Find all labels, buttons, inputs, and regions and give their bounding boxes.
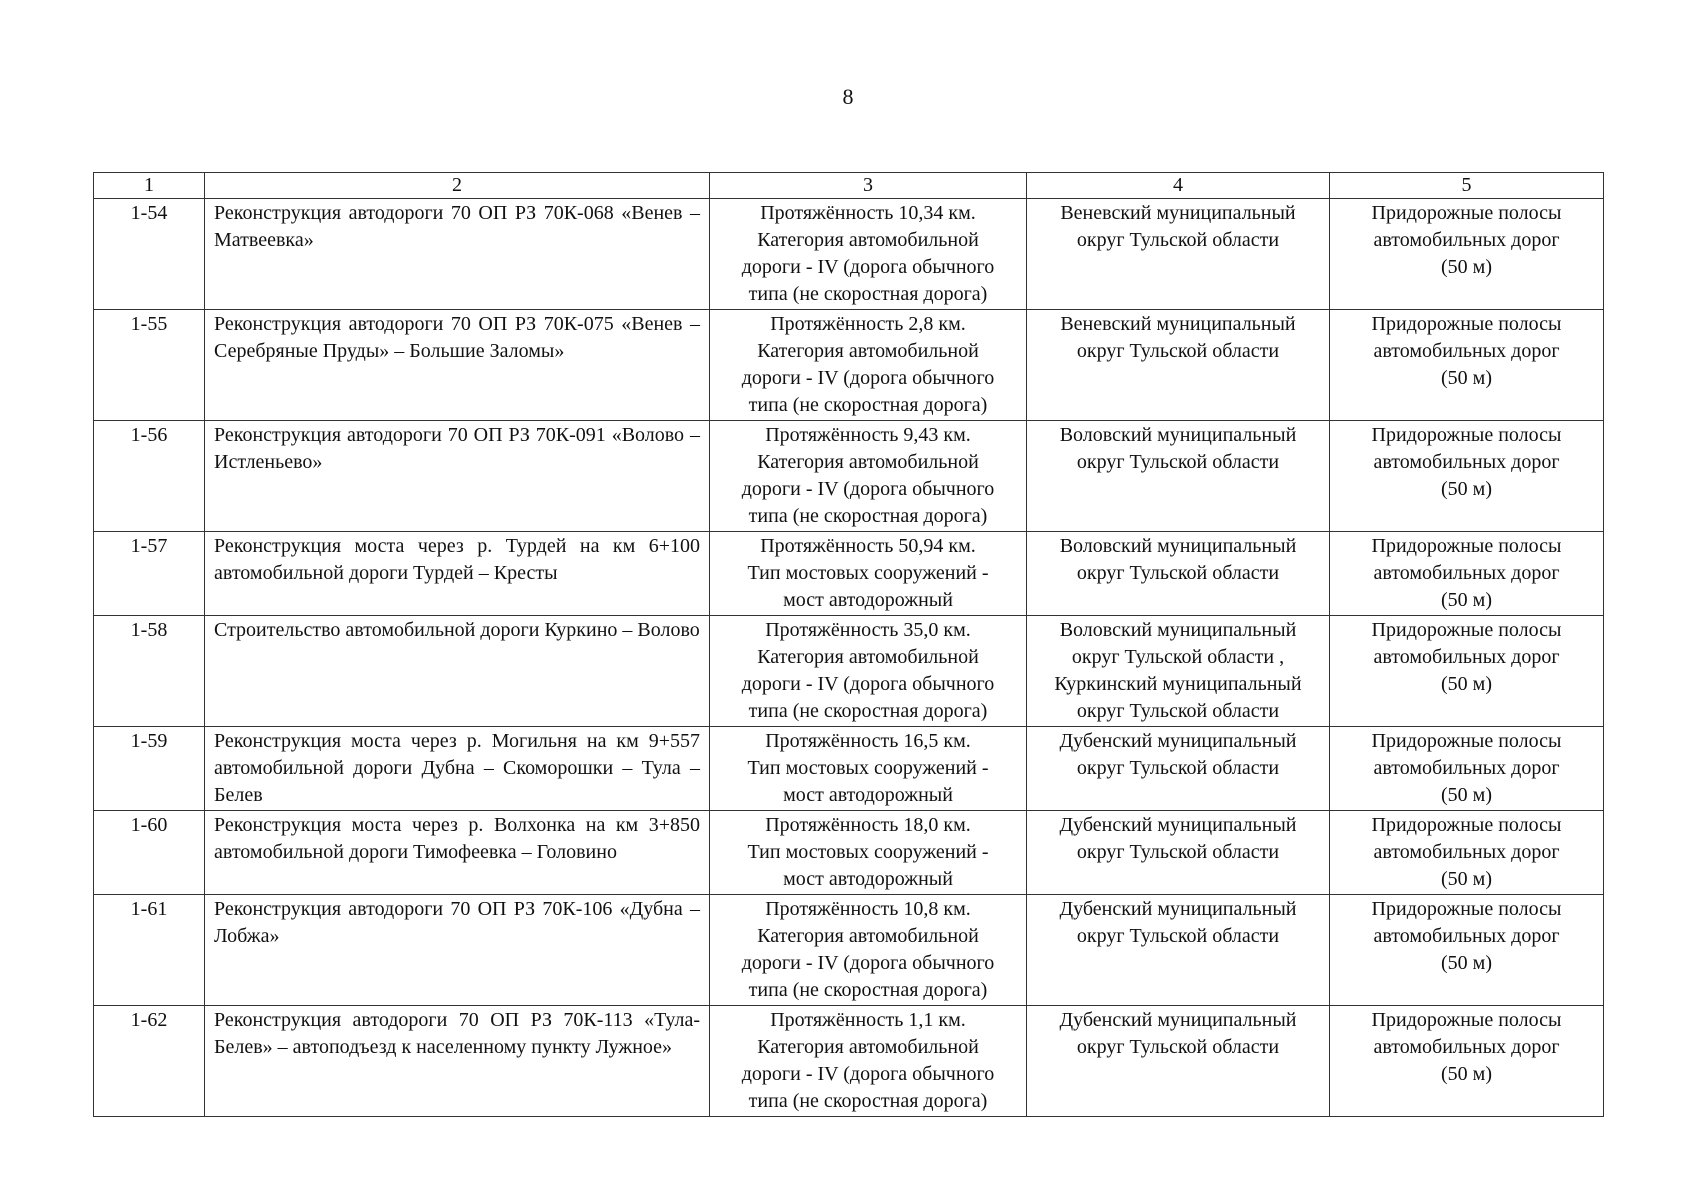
object-zone xyxy=(1330,616,1604,727)
parameter-line: типа (не скоростная дорога) xyxy=(748,283,988,305)
parameter-line: типа (не скоростная дорога) xyxy=(748,700,988,722)
zone-line: (50 м) xyxy=(1441,1063,1492,1085)
object-zone xyxy=(1330,532,1604,616)
parameter-line: Протяжённость 18,0 км. xyxy=(765,814,971,836)
zone-line: (50 м) xyxy=(1441,256,1492,278)
location-line: Воловский муниципальный xyxy=(1059,424,1297,446)
location-line: Воловский муниципальный xyxy=(1059,619,1297,641)
parameter-line: Категория автомобильной xyxy=(757,340,979,362)
parameter-line: Категория автомобильной xyxy=(757,646,979,668)
location-line: Веневский муниципальный xyxy=(1060,202,1296,224)
object-location xyxy=(1027,1006,1330,1117)
table-row xyxy=(94,616,1604,727)
parameter-line: Категория автомобильной xyxy=(757,1036,979,1058)
zone-line: (50 м) xyxy=(1441,367,1492,389)
parameter-line: Категория автомобильной xyxy=(757,925,979,947)
parameter-line: Тип мостовых сооружений - xyxy=(747,841,989,863)
parameter-line: типа (не скоростная дорога) xyxy=(748,979,988,1001)
location-line: Веневский муниципальный xyxy=(1060,313,1296,335)
row-number: 1-61 xyxy=(94,895,205,1006)
zone-line: автомобильных дорог xyxy=(1373,757,1560,779)
zone-line: Придорожные полосы xyxy=(1371,1009,1562,1031)
parameter-line: Протяжённость 10,34 км. xyxy=(760,202,976,224)
parameter-line: мост автодорожный xyxy=(783,784,953,806)
parameter-line: типа (не скоростная дорога) xyxy=(748,394,988,416)
object-name: Реконструкция автодороги 70 ОП РЗ 70К-075 «Венев – Серебряные Пруды» – Большие Заломы» xyxy=(205,310,710,421)
zone-line: автомобильных дорог xyxy=(1373,646,1560,668)
parameter-line: Категория автомобильной xyxy=(757,451,979,473)
row-number: 1-56 xyxy=(94,421,205,532)
object-name: Реконструкция моста через р. Турдей на км 6+100 автомобильной дороги Турдей – Кресты xyxy=(205,532,710,616)
object-location xyxy=(1027,421,1330,532)
location-line: Воловский муниципальный xyxy=(1059,535,1297,557)
parameter-line: дороги - IV (дорога обычного xyxy=(741,367,995,389)
object-parameters xyxy=(710,895,1027,1006)
location-line: округ Тульской области xyxy=(1076,229,1280,251)
object-zone xyxy=(1330,310,1604,421)
object-zone xyxy=(1330,421,1604,532)
object-location xyxy=(1027,895,1330,1006)
parameter-line: дороги - IV (дорога обычного xyxy=(741,1063,995,1085)
page-number: 8 xyxy=(842,84,854,109)
column-header-4: 4 xyxy=(1027,173,1330,199)
location-line: округ Тульской области xyxy=(1076,700,1280,722)
zone-line: Придорожные полосы xyxy=(1371,313,1562,335)
parameter-line: Протяжённость 16,5 км. xyxy=(765,730,971,752)
object-parameters xyxy=(710,310,1027,421)
object-location xyxy=(1027,532,1330,616)
location-line: округ Тульской области xyxy=(1076,451,1280,473)
row-number: 1-58 xyxy=(94,616,205,727)
zone-line: автомобильных дорог xyxy=(1373,229,1560,251)
zone-line: (50 м) xyxy=(1441,589,1492,611)
location-line: округ Тульской области xyxy=(1076,841,1280,863)
parameter-line: Протяжённость 10,8 км. xyxy=(765,898,971,920)
table-row xyxy=(94,421,1604,532)
table-row xyxy=(94,727,1604,811)
zone-line: Придорожные полосы xyxy=(1371,898,1562,920)
object-zone xyxy=(1330,895,1604,1006)
location-line: Дубенский муниципальный xyxy=(1059,898,1297,920)
zone-line: (50 м) xyxy=(1441,952,1492,974)
location-line: округ Тульской области xyxy=(1076,1036,1280,1058)
object-location xyxy=(1027,811,1330,895)
zone-line: Придорожные полосы xyxy=(1371,814,1562,836)
object-location xyxy=(1027,616,1330,727)
zone-line: автомобильных дорог xyxy=(1373,841,1560,863)
zone-line: автомобильных дорог xyxy=(1373,340,1560,362)
location-line: округ Тульской области xyxy=(1076,340,1280,362)
table-row xyxy=(94,532,1604,616)
parameter-line: Тип мостовых сооружений - xyxy=(747,562,989,584)
table-row xyxy=(94,310,1604,421)
object-name: Реконструкция моста через р. Могильня на км 9+557 автомобильной дороги Дубна – Скоморошки – Тула – Белев xyxy=(205,727,710,811)
object-parameters xyxy=(710,532,1027,616)
table-row xyxy=(94,811,1604,895)
object-zone xyxy=(1330,199,1604,310)
row-number: 1-54 xyxy=(94,199,205,310)
zone-line: Придорожные полосы xyxy=(1371,202,1562,224)
row-number: 1-60 xyxy=(94,811,205,895)
column-header-1: 1 xyxy=(94,173,205,199)
parameter-line: дороги - IV (дорога обычного xyxy=(741,256,995,278)
row-number: 1-55 xyxy=(94,310,205,421)
zone-line: автомобильных дорог xyxy=(1373,451,1560,473)
location-line: округ Тульской области xyxy=(1076,925,1280,947)
object-parameters xyxy=(710,421,1027,532)
parameter-line: типа (не скоростная дорога) xyxy=(748,505,988,527)
zone-line: (50 м) xyxy=(1441,673,1492,695)
parameter-line: дороги - IV (дорога обычного xyxy=(741,952,995,974)
zone-line: автомобильных дорог xyxy=(1373,1036,1560,1058)
parameter-line: дороги - IV (дорога обычного xyxy=(741,478,995,500)
zone-line: (50 м) xyxy=(1441,868,1492,890)
table-row xyxy=(94,1006,1604,1117)
location-line: Куркинский муниципальный xyxy=(1054,673,1302,695)
column-header-2: 2 xyxy=(205,173,710,199)
location-line: Дубенский муниципальный xyxy=(1059,1009,1297,1031)
object-name: Реконструкция автодороги 70 ОП РЗ 70К-068 «Венев – Матвеевка» xyxy=(205,199,710,310)
column-header-5: 5 xyxy=(1330,173,1604,199)
object-parameters xyxy=(710,727,1027,811)
parameter-line: Протяжённость 2,8 км. xyxy=(770,313,966,335)
table-row xyxy=(94,895,1604,1006)
parameter-line: мост автодорожный xyxy=(783,868,953,890)
zone-line: (50 м) xyxy=(1441,478,1492,500)
location-line: округ Тульской области xyxy=(1076,757,1280,779)
parameter-line: Тип мостовых сооружений - xyxy=(747,757,989,779)
object-name: Реконструкция автодороги 70 ОП РЗ 70К-091 «Волово – Истленьево» xyxy=(205,421,710,532)
object-name: Реконструкция автодороги 70 ОП РЗ 70К-113 «Тула-Белев» – автоподъезд к населенному пункту Лужное» xyxy=(205,1006,710,1117)
object-location xyxy=(1027,310,1330,421)
object-zone xyxy=(1330,1006,1604,1117)
zone-line: Придорожные полосы xyxy=(1371,535,1562,557)
table-row xyxy=(94,199,1604,310)
object-zone xyxy=(1330,811,1604,895)
zone-line: автомобильных дорог xyxy=(1373,562,1560,584)
location-line: Дубенский муниципальный xyxy=(1059,730,1297,752)
object-parameters xyxy=(710,616,1027,727)
object-name: Строительство автомобильной дороги Куркино – Волово xyxy=(205,616,710,727)
objects-table xyxy=(93,172,1604,1117)
parameter-line: типа (не скоростная дорога) xyxy=(748,1090,988,1112)
object-name: Реконструкция автодороги 70 ОП РЗ 70К-106 «Дубна – Лобжа» xyxy=(205,895,710,1006)
object-location xyxy=(1027,727,1330,811)
zone-line: Придорожные полосы xyxy=(1371,730,1562,752)
parameter-line: Протяжённость 1,1 км. xyxy=(770,1009,966,1031)
header-row xyxy=(94,173,1604,199)
location-line: Дубенский муниципальный xyxy=(1059,814,1297,836)
row-number: 1-57 xyxy=(94,532,205,616)
object-location xyxy=(1027,199,1330,310)
object-parameters xyxy=(710,1006,1027,1117)
zone-line: автомобильных дорог xyxy=(1373,925,1560,947)
location-line: округ Тульской области xyxy=(1076,562,1280,584)
column-header-3: 3 xyxy=(710,173,1027,199)
object-parameters xyxy=(710,811,1027,895)
zone-line: Придорожные полосы xyxy=(1371,619,1562,641)
parameter-line: мост автодорожный xyxy=(783,589,953,611)
parameter-line: Протяжённость 9,43 км. xyxy=(765,424,971,446)
object-name: Реконструкция моста через р. Волхонка на км 3+850 автомобильной дороги Тимофеевка – Головино xyxy=(205,811,710,895)
parameter-line: Протяжённость 35,0 км. xyxy=(765,619,971,641)
object-zone xyxy=(1330,727,1604,811)
object-parameters xyxy=(710,199,1027,310)
zone-line: Придорожные полосы xyxy=(1371,424,1562,446)
row-number: 1-59 xyxy=(94,727,205,811)
row-number: 1-62 xyxy=(94,1006,205,1117)
parameter-line: Протяжённость 50,94 км. xyxy=(760,535,976,557)
parameter-line: Категория автомобильной xyxy=(757,229,979,251)
zone-line: (50 м) xyxy=(1441,784,1492,806)
location-line: округ Тульской области , xyxy=(1071,646,1285,668)
parameter-line: дороги - IV (дорога обычного xyxy=(741,673,995,695)
